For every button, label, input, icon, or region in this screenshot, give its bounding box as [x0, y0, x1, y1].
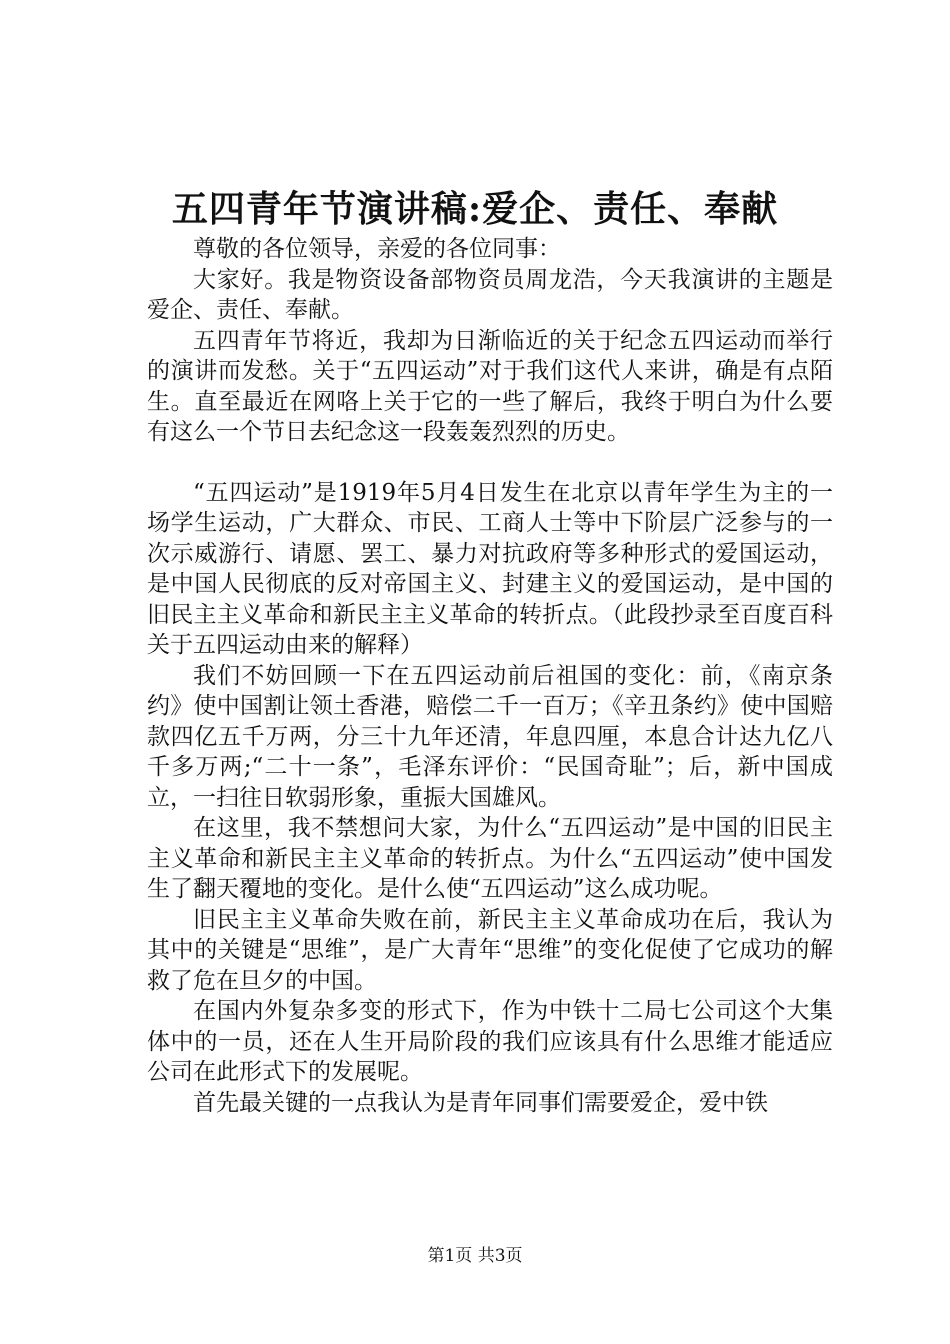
page-number-footer: 第1页 共3页 — [427, 1246, 523, 1266]
paragraph: “五四运动”是1919年5月4日发生在北京以青年学生为主的一场学生运动，广大群众、市民、工商人士等中下阶层广泛参与的一次示威游行、请愿、罢工、暴力对抗政府等多种形式的爱国运动，是中国人民彻底的反对帝国主义、封建主义的爱国运动，是中国的旧民主主义革命和新民主主义革命的转折点。（此段抄录至百度百科关于五四运动由来的解释） — [147, 479, 833, 658]
paragraph: 我们不妨回顾一下在五四运动前后祖国的变化：前，《南京条约》使中国割让领土香港，赔偿二千一百万；《辛丑条约》使中国赔款四亿五千万两，分三十九年还清，年息四厘，本息合计达九亿八千多万两;“二十一条”，毛泽东评价：“民国奇耻”；后，新中国成立，一扫往日软弱形象，重振大国雄风。 — [147, 662, 833, 811]
paragraph: 首先最关键的一点我认为是青年同事们需要爱企，爱中铁 — [193, 1089, 768, 1116]
paragraph: 五四青年节将近，我却为日渐临近的关于纪念五四运动而举行的演讲而发愁。关于“五四运动”对于我们这代人来讲，确是有点陌生。直至最近在网咯上关于它的一些了解后，我终于明白为什么要有这么一个节日去纪念这一段轰轰烈烈的历史。 — [147, 327, 833, 445]
paragraph: 大家好。我是物资设备部物资员周龙浩，今天我演讲的主题是爱企、责任、奉献。 — [147, 266, 833, 323]
paragraph: 在国内外复杂多变的形式下，作为中铁十二局七公司这个大集体中的一员，还在人生开局阶段的我们应该具有什么思维才能适应公司在此形式下的发展呢。 — [147, 998, 833, 1085]
paragraph: 在这里，我不禁想问大家，为什么“五四运动”是中国的旧民主主义革命和新民主主义革命的转折点。为什么“五四运动”使中国发生了翻天覆地的变化。是什么使“五四运动”这么成功呢。 — [147, 815, 833, 902]
paragraph-salutation: 尊敬的各位领导，亲爱的各位同事： — [193, 236, 561, 262]
paragraph: 旧民主主义革命失败在前，新民主主义革命成功在后，我认为其中的关键是“思维”，是广大青年“思维”的变化促使了它成功的解救了危在旦夕的中国。 — [147, 906, 833, 994]
document-title: 五四青年节演讲稿:爱企、责任、奉献 — [171, 188, 779, 230]
document-body — [147, 234, 833, 1118]
